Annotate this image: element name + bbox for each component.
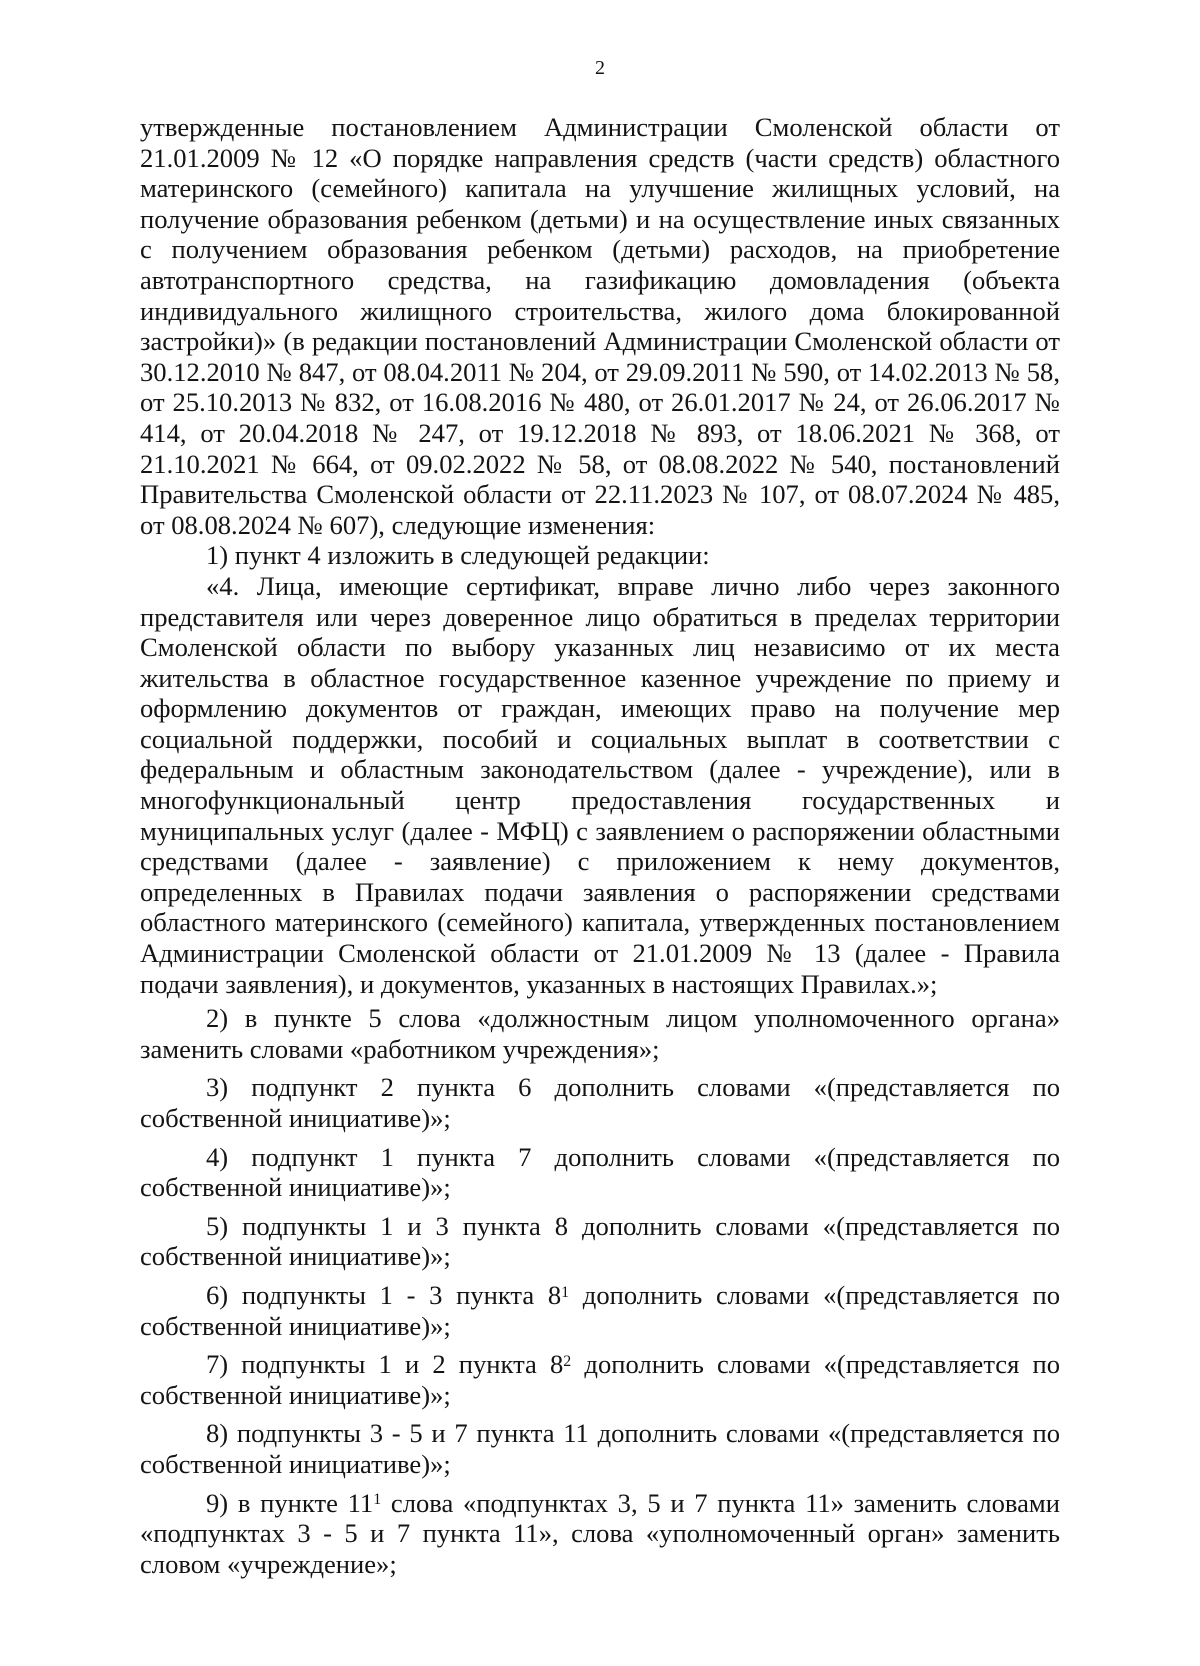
paragraph-item-3 — [140, 1072, 1060, 1133]
paragraph-text: 9) в пункте 11 — [206, 1487, 374, 1518]
superscript-index: 1 — [373, 1491, 382, 1509]
paragraph-item-6 — [140, 1280, 1060, 1341]
paragraph-text: 6) подпункты 1 - 3 пункта 8 — [206, 1279, 562, 1310]
paragraph-text: 2) в пункте 5 слова «должностным лицом уполномоченного органа» заменить словами «работником учреждения»; — [140, 1003, 1060, 1064]
paragraph-text: 8) подпункты 3 - 5 и 7 пункта 11 дополнить словами «(представляется по собственной инициативе)»; — [140, 1418, 1060, 1479]
page-number: 2 — [595, 57, 605, 79]
paragraph-text: дополнить словами «(представляется по собственной инициативе)»; — [140, 1349, 1060, 1410]
paragraph-text: 3) подпункт 2 пункта 6 дополнить словами «(представляется по собственной инициативе)»; — [140, 1072, 1060, 1133]
paragraph-item-5 — [140, 1211, 1060, 1272]
paragraph-text: утвержденные постановлением Администрации Смоленской области от 21.01.2009 № 12 «О порядке направления средств (части средств) областного материнского (семейного) капитала на улучшение жилищных условий, на получение образования ребенком (детьми) и на осуществление иных связанных с получением образования ребенком (детьми) расходов, на приобретение автотранспортного средства, на газификацию домовладения (объекта индивидуального жилищного строительства, жилого дома блокированной застройки)» (в редакции постановлений Администрации Смоленской области от 30.12.2010 № 847, от 08.04.2011 № 204, от 29.09.2011 № 590, от 14.02.2013 № 58, от 25.10.2013 № 832, от 16.08.2016 № 480, от 26.01.2017 № 24, от 26.06.2017 № 414, от 20.04.2018 № 247, от 19.12.2018 № 893, от 18.06.2021 № 368, от 21.10.2021 № 664, от 09.02.2022 № 58, от 08.08.2022 № 540, постановлений Правительства Смоленской области от 22.11.2023 № 107, от 08.07.2024 № 485, от 08.08.2024 № 607), следующие изменения: — [140, 112, 1060, 540]
paragraph-item-7 — [140, 1349, 1060, 1410]
paragraph-item-4 — [140, 1142, 1060, 1203]
paragraph-amended-resolution — [140, 112, 1060, 540]
paragraph-text: дополнить словами «(представляется по собственной инициативе)»; — [140, 1279, 1060, 1341]
paragraph-item-8 — [140, 1418, 1060, 1479]
superscript-index: 1 — [561, 1283, 570, 1301]
paragraph-text: «4. Лица, имеющие сертификат, вправе лично либо через законного представителя или через доверенное лицо обратиться в пределах территории Смоленской области по выбору указанных лиц независимо от их места жительства в областное государственное казенное учреждение по приему и оформлению документов от граждан, имеющих право на получение мер социальной поддержки, пособий и социальных выплат в соответствии с федеральным и областным законодательством (далее - учреждение), или в многофункциональный центр предоставления государственных и муниципальных услуг (далее - МФЦ) с заявлением о распоряжении областными средствами (далее - заявление) с приложением к нему документов, определенных в Правилах подачи заявления о распоряжении средствами областного материнского (семейного) капитала, утвержденных постановлением Администрации Смоленской области от 21.01.2009 № 13 (далее - Правила подачи заявления), и документов, указанных в настоящих Правилах.»; — [140, 570, 1060, 999]
paragraph-item-9 — [140, 1488, 1060, 1580]
document-body — [140, 112, 1060, 1579]
paragraph-text: 4) подпункт 1 пункта 7 дополнить словами «(представляется по собственной инициативе)»; — [140, 1141, 1060, 1203]
paragraph-new-point-4 — [140, 571, 1060, 999]
paragraph-text: 1) пункт 4 изложить в следующей редакции: — [206, 540, 710, 571]
paragraph-text: 7) подпункты 1 и 2 пункта 8 — [206, 1349, 564, 1380]
paragraph-item-1 — [140, 540, 1060, 571]
paragraph-text: слова «подпунктах 3, 5 и 7 пункта 11» заменить словами «подпунктах 3 - 5 и 7 пункта 11», слова «уполномоченный орган» заменить словом «учреждение»; — [140, 1487, 1060, 1579]
paragraph-text: 5) подпункты 1 и 3 пункта 8 дополнить словами «(представляется по собственной инициативе)»; — [140, 1210, 1060, 1272]
superscript-index: 2 — [563, 1352, 572, 1370]
paragraph-item-2 — [140, 1003, 1060, 1064]
